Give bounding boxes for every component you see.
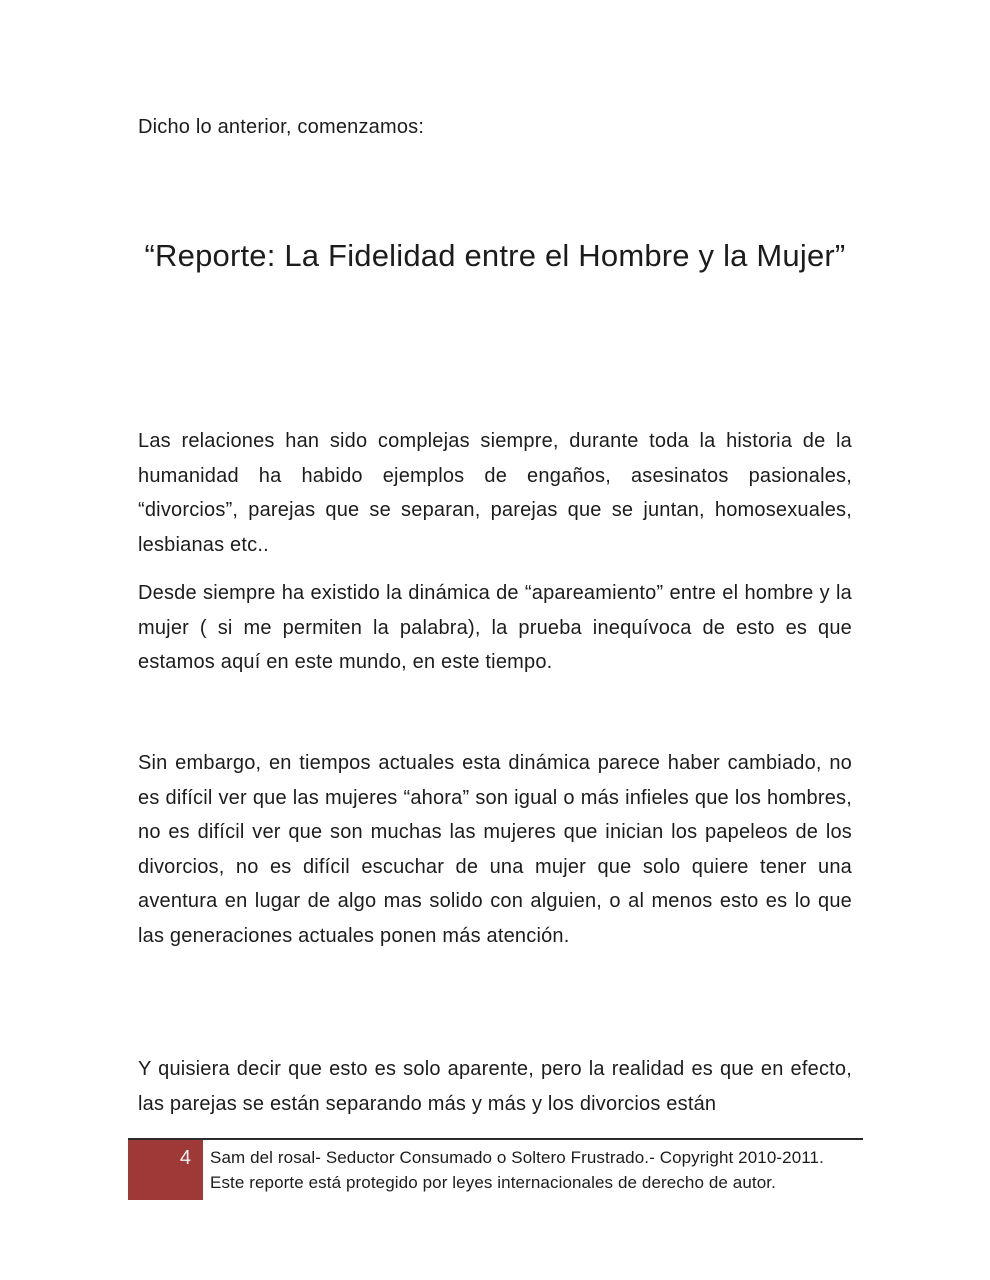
footer-copyright	[210, 1145, 870, 1195]
report-title: “Reporte: La Fidelidad entre el Hombre y la Mujer”	[144, 238, 846, 273]
page-number-box	[128, 1140, 203, 1200]
paragraph-sin-embargo: Sin embargo, en tiempos actuales esta dinámica parece haber cambiado, no es difícil ver que las mujeres “ahora” son igual o más infieles que los hombres, no es difícil ver que son muchas las mujeres que inician los papeleos de los divorcios, no es difícil escuchar de una mujer que solo quiere tener una aventura en lugar de algo mas solido con alguien, o al menos esto es lo que las generaciones actuales ponen más atención.	[138, 752, 852, 947]
page-number: 4	[179, 1147, 191, 1169]
paragraph-y-quisiera: Y quisiera decir que esto es solo aparente, pero la realidad es que en efecto, las parejas se están separando más y más y los divorcios están	[138, 1058, 852, 1115]
paragraph-relaciones: Las relaciones han sido complejas siempre, durante toda la historia de la humanidad ha habido ejemplos de engaños, asesinatos pasionales, “divorcios”, parejas que se separan, parejas que se juntan, homosexuales, lesbianas etc..	[138, 430, 852, 556]
footer-rule	[128, 1138, 863, 1140]
footer-copyright-line1: Sam del rosal- Seductor Consumado o Soltero Frustrado.- Copyright 2010-2011.	[210, 1148, 824, 1167]
footer-copyright-line2: Este reporte está protegido por leyes internacionales de derecho de autor.	[210, 1173, 776, 1192]
intro-line: Dicho lo anterior, comenzamos:	[138, 116, 425, 138]
paragraph-dinamica: Desde siempre ha existido la dinámica de “apareamiento” entre el hombre y la mujer ( si me permiten la palabra), la prueba inequívoca de esto es que estamos aquí en este mundo, en este tiempo.	[138, 582, 852, 673]
